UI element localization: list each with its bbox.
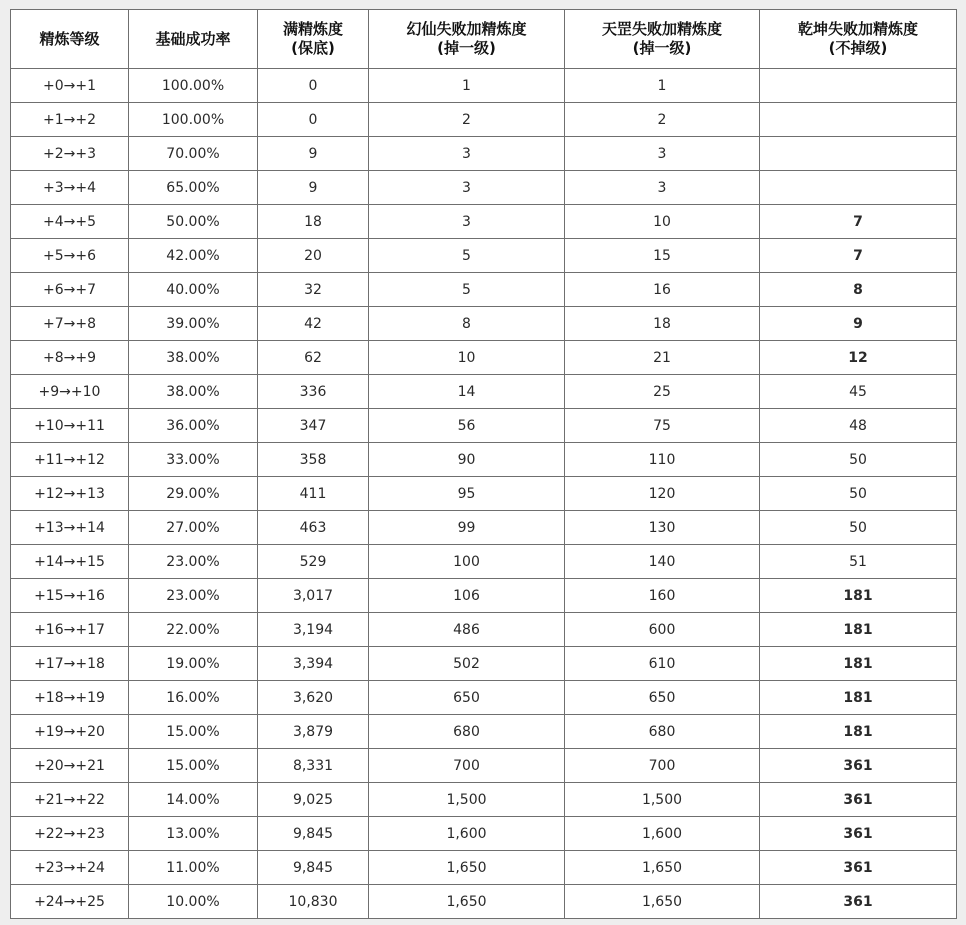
- refine-level-cell: +24→+25: [11, 885, 129, 919]
- tiangang-fail-cell: 25: [565, 375, 760, 409]
- huanxian-fail-cell: 502: [369, 647, 565, 681]
- huanxian-fail-cell: 680: [369, 715, 565, 749]
- tiangang-fail-cell: 1,500: [565, 783, 760, 817]
- table-row: [11, 375, 957, 409]
- huanxian-fail-cell: 56: [369, 409, 565, 443]
- table-row: [11, 477, 957, 511]
- base-success-rate-cell: 11.00%: [129, 851, 258, 885]
- base-success-rate-cell: 50.00%: [129, 205, 258, 239]
- huanxian-fail-cell: 99: [369, 511, 565, 545]
- huanxian-fail-cell: 95: [369, 477, 565, 511]
- header-row: [11, 10, 957, 69]
- huanxian-fail-cell: 5: [369, 273, 565, 307]
- refine-level-cell: +16→+17: [11, 613, 129, 647]
- qiankun-fail-cell: [760, 137, 957, 171]
- refine-level-cell: +19→+20: [11, 715, 129, 749]
- huanxian-fail-cell: 1,500: [369, 783, 565, 817]
- qiankun-fail-cell: [760, 171, 957, 205]
- refine-level-cell: +22→+23: [11, 817, 129, 851]
- table-row: [11, 239, 957, 273]
- full-refine-cell: 3,879: [258, 715, 369, 749]
- refine-level-cell: +3→+4: [11, 171, 129, 205]
- header-huanxian-fail-line-1: 幻仙失败加精炼度: [406, 20, 527, 38]
- base-success-rate-cell: 100.00%: [129, 69, 258, 103]
- table-row: [11, 205, 957, 239]
- qiankun-fail-cell: 181: [760, 613, 957, 647]
- full-refine-cell: 62: [258, 341, 369, 375]
- refine-level-cell: +2→+3: [11, 137, 129, 171]
- refine-level-cell: +10→+11: [11, 409, 129, 443]
- refine-level-cell: +6→+7: [11, 273, 129, 307]
- full-refine-cell: 3,620: [258, 681, 369, 715]
- table-body: [11, 69, 957, 919]
- full-refine-cell: 347: [258, 409, 369, 443]
- full-refine-cell: 3,017: [258, 579, 369, 613]
- refine-level-cell: +8→+9: [11, 341, 129, 375]
- base-success-rate-cell: 33.00%: [129, 443, 258, 477]
- tiangang-fail-cell: 650: [565, 681, 760, 715]
- qiankun-fail-cell: 48: [760, 409, 957, 443]
- base-success-rate-cell: 40.00%: [129, 273, 258, 307]
- full-refine-cell: 411: [258, 477, 369, 511]
- full-refine-cell: 20: [258, 239, 369, 273]
- refine-level-cell: +20→+21: [11, 749, 129, 783]
- tiangang-fail-cell: 10: [565, 205, 760, 239]
- qiankun-fail-cell: 51: [760, 545, 957, 579]
- refine-level-cell: +11→+12: [11, 443, 129, 477]
- qiankun-fail-cell: [760, 103, 957, 137]
- qiankun-fail-cell: 361: [760, 885, 957, 919]
- header-full-refine-line-1: 满精炼度: [282, 20, 343, 38]
- qiankun-fail-cell: 7: [760, 239, 957, 273]
- tiangang-fail-cell: 1: [565, 69, 760, 103]
- refine-level-cell: +5→+6: [11, 239, 129, 273]
- huanxian-fail-cell: 8: [369, 307, 565, 341]
- tiangang-fail-cell: 160: [565, 579, 760, 613]
- qiankun-fail-cell: 50: [760, 511, 957, 545]
- huanxian-fail-cell: 650: [369, 681, 565, 715]
- header-refine-level: [11, 10, 129, 69]
- base-success-rate-cell: 13.00%: [129, 817, 258, 851]
- tiangang-fail-cell: 16: [565, 273, 760, 307]
- refine-level-cell: +21→+22: [11, 783, 129, 817]
- base-success-rate-cell: 38.00%: [129, 341, 258, 375]
- tiangang-fail-cell: 610: [565, 647, 760, 681]
- huanxian-fail-cell: 10: [369, 341, 565, 375]
- refine-level-cell: +7→+8: [11, 307, 129, 341]
- table-row: [11, 681, 957, 715]
- full-refine-cell: 529: [258, 545, 369, 579]
- base-success-rate-cell: 38.00%: [129, 375, 258, 409]
- huanxian-fail-cell: 3: [369, 171, 565, 205]
- tiangang-fail-cell: 700: [565, 749, 760, 783]
- qiankun-fail-cell: 181: [760, 579, 957, 613]
- base-success-rate-cell: 100.00%: [129, 103, 258, 137]
- full-refine-cell: 336: [258, 375, 369, 409]
- tiangang-fail-cell: 18: [565, 307, 760, 341]
- qiankun-fail-cell: 181: [760, 681, 957, 715]
- header-refine-level-line-1: 精炼等级: [39, 29, 100, 48]
- full-refine-cell: 463: [258, 511, 369, 545]
- base-success-rate-cell: 23.00%: [129, 579, 258, 613]
- qiankun-fail-cell: 361: [760, 851, 957, 885]
- full-refine-cell: 0: [258, 69, 369, 103]
- tiangang-fail-cell: 3: [565, 137, 760, 171]
- table-row: [11, 409, 957, 443]
- refine-level-cell: +9→+10: [11, 375, 129, 409]
- header-base-success-rate: [129, 10, 258, 69]
- tiangang-fail-cell: 3: [565, 171, 760, 205]
- table-row: [11, 443, 957, 477]
- refine-level-cell: +12→+13: [11, 477, 129, 511]
- huanxian-fail-cell: 486: [369, 613, 565, 647]
- table-row: [11, 171, 957, 205]
- refine-rate-table: [10, 9, 957, 919]
- huanxian-fail-cell: 106: [369, 579, 565, 613]
- tiangang-fail-cell: 75: [565, 409, 760, 443]
- table-row: [11, 613, 957, 647]
- base-success-rate-cell: 70.00%: [129, 137, 258, 171]
- table-row: [11, 851, 957, 885]
- base-success-rate-cell: 23.00%: [129, 545, 258, 579]
- huanxian-fail-cell: 700: [369, 749, 565, 783]
- header-qiankun-fail: [760, 10, 957, 69]
- qiankun-fail-cell: 181: [760, 647, 957, 681]
- header-qiankun-fail-line-2: (不掉级): [828, 39, 888, 57]
- table-row: [11, 783, 957, 817]
- refine-level-cell: +14→+15: [11, 545, 129, 579]
- tiangang-fail-cell: 1,650: [565, 885, 760, 919]
- full-refine-cell: 9,025: [258, 783, 369, 817]
- header-tiangang-fail-line-2: (掉一级): [632, 39, 692, 57]
- header-huanxian-fail-line-2: (掉一级): [437, 39, 496, 57]
- refine-level-cell: +4→+5: [11, 205, 129, 239]
- table-row: [11, 69, 957, 103]
- table-row: [11, 137, 957, 171]
- qiankun-fail-cell: 45: [760, 375, 957, 409]
- huanxian-fail-cell: 90: [369, 443, 565, 477]
- tiangang-fail-cell: 140: [565, 545, 760, 579]
- tiangang-fail-cell: 110: [565, 443, 760, 477]
- table-row: [11, 579, 957, 613]
- full-refine-cell: 9,845: [258, 851, 369, 885]
- table-row: [11, 273, 957, 307]
- refine-level-cell: +18→+19: [11, 681, 129, 715]
- full-refine-cell: 0: [258, 103, 369, 137]
- table-row: [11, 545, 957, 579]
- qiankun-fail-cell: 9: [760, 307, 957, 341]
- refine-level-cell: +23→+24: [11, 851, 129, 885]
- refine-level-cell: +13→+14: [11, 511, 129, 545]
- table-row: [11, 885, 957, 919]
- full-refine-cell: 3,394: [258, 647, 369, 681]
- huanxian-fail-cell: 1,650: [369, 885, 565, 919]
- tiangang-fail-cell: 1,600: [565, 817, 760, 851]
- huanxian-fail-cell: 1,650: [369, 851, 565, 885]
- tiangang-fail-cell: 21: [565, 341, 760, 375]
- tiangang-fail-cell: 130: [565, 511, 760, 545]
- base-success-rate-cell: 22.00%: [129, 613, 258, 647]
- base-success-rate-cell: 39.00%: [129, 307, 258, 341]
- qiankun-fail-cell: 361: [760, 783, 957, 817]
- base-success-rate-cell: 15.00%: [129, 715, 258, 749]
- qiankun-fail-cell: 50: [760, 477, 957, 511]
- full-refine-cell: 9: [258, 171, 369, 205]
- qiankun-fail-cell: 7: [760, 205, 957, 239]
- refine-level-cell: +1→+2: [11, 103, 129, 137]
- full-refine-cell: 18: [258, 205, 369, 239]
- huanxian-fail-cell: 14: [369, 375, 565, 409]
- huanxian-fail-cell: 2: [369, 103, 565, 137]
- base-success-rate-cell: 10.00%: [129, 885, 258, 919]
- base-success-rate-cell: 15.00%: [129, 749, 258, 783]
- base-success-rate-cell: 42.00%: [129, 239, 258, 273]
- refine-level-cell: +15→+16: [11, 579, 129, 613]
- header-tiangang-fail: [565, 10, 760, 69]
- refine-level-cell: +17→+18: [11, 647, 129, 681]
- full-refine-cell: 8,331: [258, 749, 369, 783]
- table-row: [11, 103, 957, 137]
- tiangang-fail-cell: 2: [565, 103, 760, 137]
- huanxian-fail-cell: 1,600: [369, 817, 565, 851]
- tiangang-fail-cell: 1,650: [565, 851, 760, 885]
- header-huanxian-fail: [369, 10, 565, 69]
- qiankun-fail-cell: [760, 69, 957, 103]
- full-refine-cell: 9: [258, 137, 369, 171]
- qiankun-fail-cell: 50: [760, 443, 957, 477]
- base-success-rate-cell: 14.00%: [129, 783, 258, 817]
- table-row: [11, 647, 957, 681]
- table-row: [11, 749, 957, 783]
- base-success-rate-cell: 65.00%: [129, 171, 258, 205]
- base-success-rate-cell: 27.00%: [129, 511, 258, 545]
- table-row: [11, 307, 957, 341]
- tiangang-fail-cell: 680: [565, 715, 760, 749]
- header-tiangang-fail-line-1: 天罡失败加精炼度: [601, 20, 722, 38]
- header-qiankun-fail-line-1: 乾坤失败加精炼度: [797, 20, 918, 38]
- huanxian-fail-cell: 3: [369, 137, 565, 171]
- qiankun-fail-cell: 361: [760, 749, 957, 783]
- tiangang-fail-cell: 120: [565, 477, 760, 511]
- table-row: [11, 511, 957, 545]
- header-base-success-rate-line-1: 基础成功率: [155, 29, 231, 48]
- table-row: [11, 817, 957, 851]
- base-success-rate-cell: 19.00%: [129, 647, 258, 681]
- full-refine-cell: 10,830: [258, 885, 369, 919]
- full-refine-cell: 3,194: [258, 613, 369, 647]
- huanxian-fail-cell: 5: [369, 239, 565, 273]
- qiankun-fail-cell: 361: [760, 817, 957, 851]
- refine-level-cell: +0→+1: [11, 69, 129, 103]
- full-refine-cell: 358: [258, 443, 369, 477]
- full-refine-cell: 42: [258, 307, 369, 341]
- header-full-refine-line-2: (保底): [291, 39, 335, 57]
- qiankun-fail-cell: 181: [760, 715, 957, 749]
- huanxian-fail-cell: 100: [369, 545, 565, 579]
- full-refine-cell: 32: [258, 273, 369, 307]
- huanxian-fail-cell: 1: [369, 69, 565, 103]
- tiangang-fail-cell: 600: [565, 613, 760, 647]
- tiangang-fail-cell: 15: [565, 239, 760, 273]
- full-refine-cell: 9,845: [258, 817, 369, 851]
- table-row: [11, 715, 957, 749]
- huanxian-fail-cell: 3: [369, 205, 565, 239]
- base-success-rate-cell: 36.00%: [129, 409, 258, 443]
- table-row: [11, 341, 957, 375]
- base-success-rate-cell: 29.00%: [129, 477, 258, 511]
- header-full-refine: [258, 10, 369, 69]
- base-success-rate-cell: 16.00%: [129, 681, 258, 715]
- qiankun-fail-cell: 12: [760, 341, 957, 375]
- qiankun-fail-cell: 8: [760, 273, 957, 307]
